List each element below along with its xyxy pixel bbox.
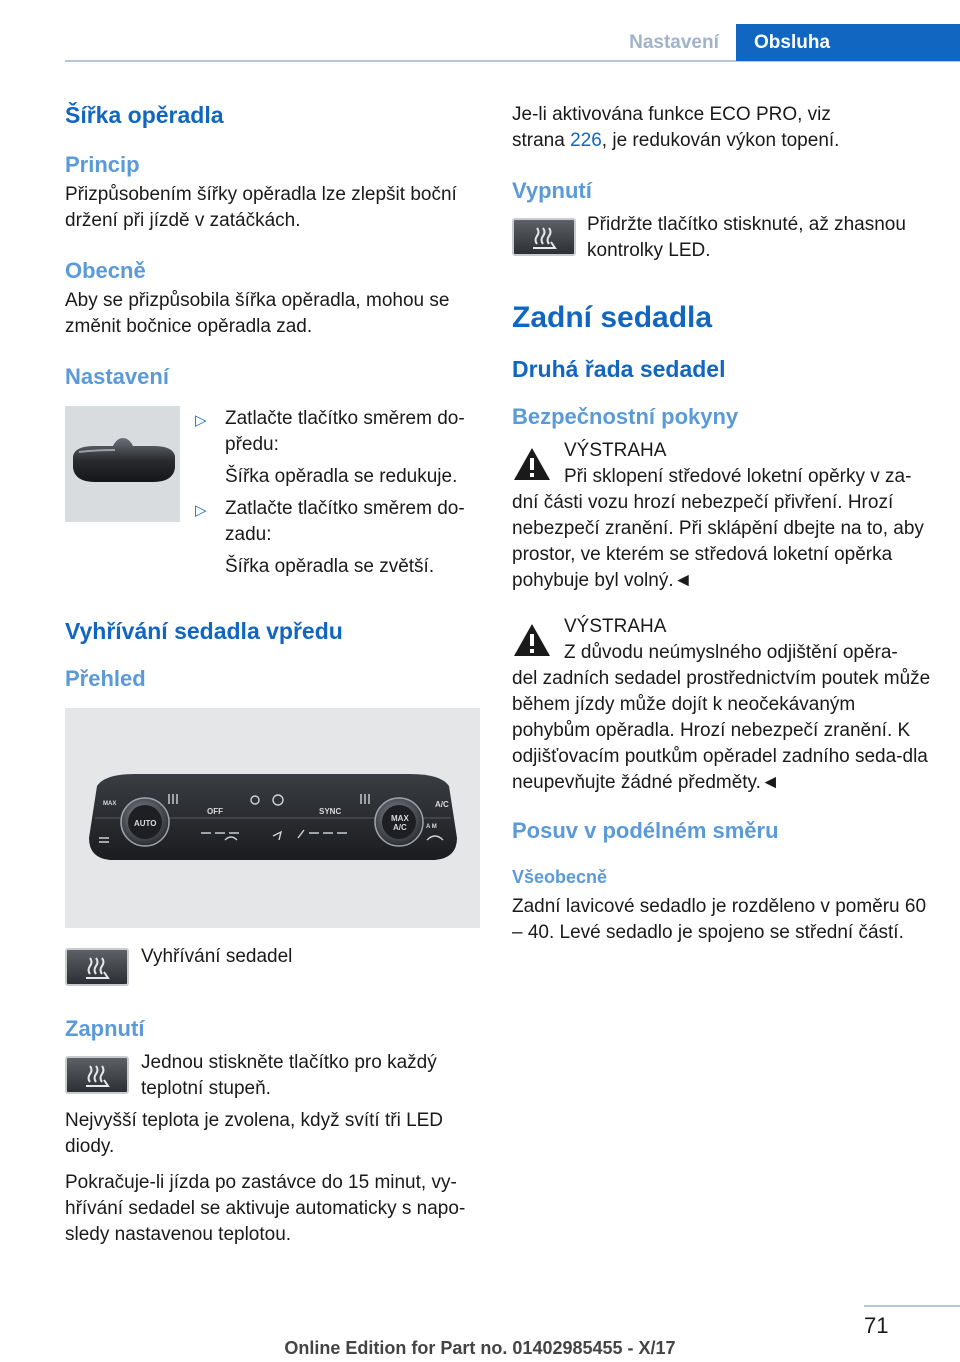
warning-block-2 [512,614,932,796]
bullet-triangle-icon: ▷ [195,502,207,519]
nastaveni-block [65,406,483,602]
step-result: Šířka opěradla se zvětší. [225,556,435,577]
seat-heating-button[interactable] [65,1056,129,1094]
climate-panel-image [65,708,480,928]
heading-druha-rada: Druhá řada sedadel [512,356,726,382]
heading-obecne: Obecně [65,258,146,283]
heading-zapnuti: Zapnutí [65,1016,145,1041]
right-column [512,96,932,946]
heading-princip: Princip [65,152,140,177]
text-vseobecne: Zadní lavicové sedadlo je rozděleno v poměru 60 – 40. Levé sedadlo je spojeno se střední částí. [512,896,927,943]
step-result: Šířka opěradla se redukuje. [225,466,458,487]
warning-2-title: VÝSTRAHA [564,616,667,637]
heading-vyhrivani-vpredu: Vyhřívání sedadla vpředu [65,618,343,644]
caption-row [65,944,483,992]
page-number-rule [864,1305,960,1307]
tab-nastaveni[interactable]: Nastavení [629,31,719,53]
zapnuti-row [65,1050,483,1102]
text-eco-line1: Je-li aktivována funkce ECO PRO, viz [512,104,831,125]
backrest-switch-image [65,406,180,522]
warning-2-first-line: Z důvodu neúmyslného odjištění opěra- [564,642,898,663]
panel-off-label: OFF [207,807,223,816]
text-zapnuti: Jednou stiskněte tlačítko pro každý teplotní stupeň. [141,1052,437,1099]
seat-heating-button[interactable] [512,218,576,256]
text-nejvyssi: Nejvyšší teplota je zvolena, když svítí tři LED diody. [65,1110,444,1157]
step-action: Zatlačte tlačítko směrem do-předu: [225,408,465,455]
left-column [65,96,483,1248]
text-obecne: Aby se přizpůsobila šířka opěradla, mohou se změnit bočnice opěradla zad. [65,290,450,337]
panel-max-ac-label-1: MAX [391,814,409,823]
heading-bezpecnostni-pokyny: Bezpečnostní pokyny [512,404,739,429]
tab-obsluha[interactable]: Obsluha [736,24,960,61]
warning-block-1 [512,438,932,594]
step-action: Zatlačte tlačítko směrem do-zadu: [225,498,465,545]
warning-1-body: dní části vozu hrozí nebezpečí přivření. Hrozí nebezpečí zranění. Při sklápění dbejte na to, aby prostor, ve kterém se středová loketní opěrka pohybuje byl volný.◄ [512,492,924,591]
step-item [195,406,485,490]
text-princip: Přizpůsobením šířky opěradla lze zlepšit boční držení při jízdě v zatáčkách. [65,184,457,231]
page-number: 71 [864,1313,889,1338]
step-list [195,406,485,580]
panel-auto-label: AUTO [134,819,157,828]
seat-heating-icon [82,954,112,980]
page-link-226[interactable]: 226 [570,130,602,151]
seat-heating-icon [82,1062,112,1088]
warning-2-body: del zadních sedadel prostřednictvím poutek může během jízdy může dojít k neočekávaným pohybům opěradla. Hrozí nebezpečí zranění. K odjišťovacím poutkům opěradel zadního seda-dla neupevňujte žádné předměty.◄ [512,668,931,793]
text-vypnuti: Přidržte tlačítko stisknuté, až zhasnou kontrolky LED. [587,214,906,261]
warning-1-title: VÝSTRAHA [564,440,667,461]
warning-1-first-line: Při sklopení středové loketní opěrky v za- [564,466,912,487]
panel-max-label: MAX [103,801,117,807]
heading-prehled: Přehled [65,666,146,691]
heading-sirka-operadla: Šířka opěradla [65,102,224,128]
climate-panel-drawing [65,708,480,928]
text-eco-line2 [512,128,932,154]
footer-edition: Online Edition for Part no. 01402985455 - X/17 [284,1338,676,1358]
text-pokracuje: Pokračuje-li jízda po zastávce do 15 minut, vy-hřívání sedadel se aktivuje automaticky s napo-sledy nastavenou teplotou. [65,1172,466,1245]
heading-vypnuti: Vypnutí [512,178,592,203]
heading-nastaveni: Nastavení [65,364,169,389]
seat-heating-button[interactable] [65,948,129,986]
vypnuti-row [512,212,932,264]
heading-vseobecne: Všeobecně [512,867,608,887]
heading-posuv: Posuv v podélném směru [512,818,779,843]
text-eco-strana: strana [512,130,565,151]
warning-triangle-icon [512,446,552,482]
seat-heating-icon [529,224,559,250]
backrest-switch-icon [65,406,180,522]
panel-ac-label: A/C [435,800,449,809]
bullet-triangle-icon: ▷ [195,412,207,429]
panel-max-ac-label-2: A/C [393,823,407,832]
panel-am-label: A M [426,824,437,830]
caption-vyhrivani: Vyhřívání sedadel [141,946,293,967]
warning-triangle-icon [512,622,552,658]
panel-sync-label: SYNC [319,807,342,816]
text-eco-rest: , je redukován výkon topení. [601,130,840,151]
heading-zadni-sedadla: Zadní sedadla [512,301,713,334]
step-item [195,496,485,580]
